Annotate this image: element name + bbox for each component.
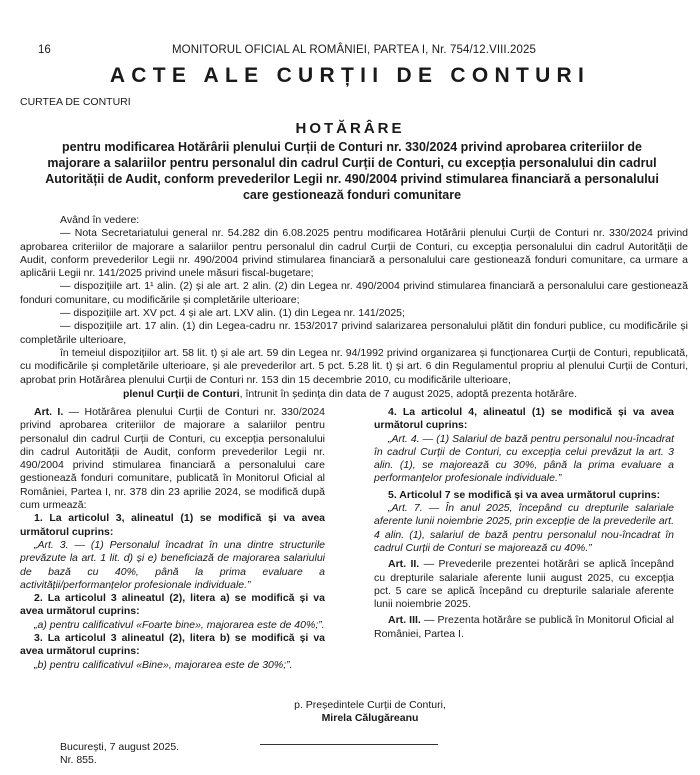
page-number: 16 — [38, 44, 51, 56]
article-1-text: — Hotărârea plenului Curții de Conturi nr. 330/2024 privind aprobarea criteriilor de majorare a salariilor pentru personalul din cadrul Curții de Conturi, cu excepția personalului din cadrul Autorității de Audit, conform prevederilor Legii nr. 490/2004 privind stimularea financiară a personalului care gestionează fonduri comunitare, publicată în Monitorul Oficial al României, Partea I, nr. 378 din 23 aprilie 2024, se modifică după cum urmează: — [20, 406, 325, 512]
point-1-heading: 1. La articolul 3, alineatul (1) se modifică și va avea următorul cuprins: — [20, 512, 325, 538]
point-2-text: „a) pentru calificativul «Foarte bine», majorarea este de 40%;”. — [34, 618, 325, 631]
signature-block — [270, 699, 470, 725]
considerations — [20, 214, 688, 387]
point-3-text: „b) pentru calificativul «Bine», majorarea este de 30%;”. — [34, 658, 293, 671]
legal-basis: în temeiul dispozițiilor art. 58 lit. t) și ale art. 59 din Legea nr. 94/1992 privind organizarea și funcționarea Curții de Conturi, republicată, cu modificările și completările ulterioare, și ale prevederilor art. 5 pct. 5.28 lit. t) și art. 6 din Regulamentul propriu al plenului Curții de Conturi, aprobat prin Hotărârea plenului Curții de Conturi nr. 153 din 15 decembrie 2010, cu modificările ulterioare, — [20, 346, 688, 386]
closing-rule — [260, 744, 438, 745]
article-1 — [20, 406, 325, 512]
article-2 — [374, 558, 674, 611]
act-type: HOTĂRÂRE — [295, 120, 405, 137]
right-column — [374, 406, 674, 641]
act-number: Nr. 855. — [60, 754, 97, 766]
consideration-law-153: — dispozițiile art. 17 alin. (1) din Legea-cadru nr. 153/2017 privind salarizarea personalului plătit din fonduri publice, cu modificările și completările ulterioare, — [20, 320, 688, 346]
place-date: București, 7 august 2025. — [60, 741, 180, 753]
article-2-label: Art. II. — [388, 558, 420, 571]
place-date-block — [60, 741, 179, 767]
point-5-text: „Art. 7. — În anul 2025, începând cu drepturile salariale aferente lunii noiembrie 2025, prin excepție de la prevederile art. 4 alin. (1), salariul de bază pentru personalul nou-încadrat în cadrul Curții de Conturi se majorează cu 40%.” — [374, 502, 674, 554]
section-title: ACTE ALE CURȚII DE CONTURI — [109, 64, 591, 87]
point-2-heading: 2. La articolul 3 alineatul (2), litera a) se modifică și va avea următorul cuprins: — [20, 592, 325, 618]
left-column — [20, 406, 325, 672]
article-1-label: Art. I. — [34, 406, 64, 418]
point-1-text: „Art. 3. — (1) Personalul încadrat în una dintre structurile prevăzute la art. 1 lit. d) și e) beneficiază de majorarea salariului de bază cu 40%, până la prima evaluare a activității/performanțelor profesionale individuale.” — [20, 538, 325, 591]
article-3-text: — Prezenta hotărâre se publică în Monitorul Oficial al României, Partea I. — [374, 614, 675, 640]
plenary-statement — [0, 388, 700, 400]
consideration-note: — Nota Secretariatului general nr. 54.282 din 6.08.2025 pentru modificarea Hotărârii plenului Curții de Conturi nr. 330/2024 privind aprobarea criteriilor de majorare a salariilor pentru personalul din cadrul Curții de Conturi, cu excepția personalului din cadrul Autorității de Audit, conform prevederilor Legii nr. 490/2004 privind stimularea financiară a personalului care gestionează fonduri comunitare, ca urmare a aplicării Legii nr. 141/2025 privind unele măsuri fiscal-bugetare; — [20, 227, 688, 280]
plenary-bold: plenul Curții de Conturi — [122, 388, 240, 400]
plenary-rest: , întrunit în ședința din data de 7 august 2025, adoptă prezenta hotărâre. — [239, 388, 578, 400]
point-5-heading: 5. Articolul 7 se modifică și va avea următorul cuprins: — [388, 488, 661, 501]
consideration-law-141: — dispozițiile art. XV pct. 4 și ale art. LXV alin. (1) din Legea nr. 141/2025; — [60, 307, 405, 320]
consideration-intro: Având în vedere: — [60, 214, 140, 226]
signature-role: p. Președintele Curții de Conturi, — [294, 699, 446, 711]
act-title: pentru modificarea Hotărârii plenului Curții de Conturi nr. 330/2024 privind aprobarea criteriilor de majorare a salariilor pentru personalul din cadrul Curții de Conturi, cu excepția personalului din cadrul Autorității de Audit, conform prevederilor Legii nr. 490/2004 privind stimularea financiară a personalului care gestionează fonduri comunitare — [45, 140, 659, 202]
article-2-text: — Prevederile prezentei hotărâri se aplică începând cu drepturile salariale aferente lunii august 2025, cu excepția pct. 5 care se aplică începând cu drepturile salariale aferente lunii noiembrie 2025. — [374, 558, 674, 611]
signature-name: Mirela Călugăreanu — [321, 712, 419, 724]
point-3-heading: 3. La articolul 3 alineatul (2), litera b) se modifică și va avea următorul cuprins: — [20, 632, 325, 658]
article-3 — [374, 614, 674, 641]
point-4-heading: 4. La articolul 4, alineatul (1) se modifică și va avea următorul cuprins: — [374, 406, 674, 432]
issuer: CURTEA DE CONTURI — [20, 96, 131, 108]
publication-title: MONITORUL OFICIAL AL ROMÂNIEI, PARTEA I, Nr. 754/12.VIII.2025 — [172, 44, 537, 56]
article-3-label: Art. III. — [388, 614, 421, 627]
point-4-text: „Art. 4. — (1) Salariul de bază pentru personalul nou-încadrat în cadrul Curții de Conturi, cu excepția celui prevăzut la art. 3 alin. (1), se majorează cu 30%, până la prima evaluare a performanțelor profesionale individuale.” — [374, 432, 674, 485]
page-header — [0, 44, 700, 58]
consideration-law-490: — dispozițiile art. 1¹ alin. (2) și ale art. 2 alin. (2) din Legea nr. 490/2004 privind stimularea financiară a personalului care gestionează fonduri comunitare, cu modificările și completările ulterioare; — [20, 280, 688, 306]
